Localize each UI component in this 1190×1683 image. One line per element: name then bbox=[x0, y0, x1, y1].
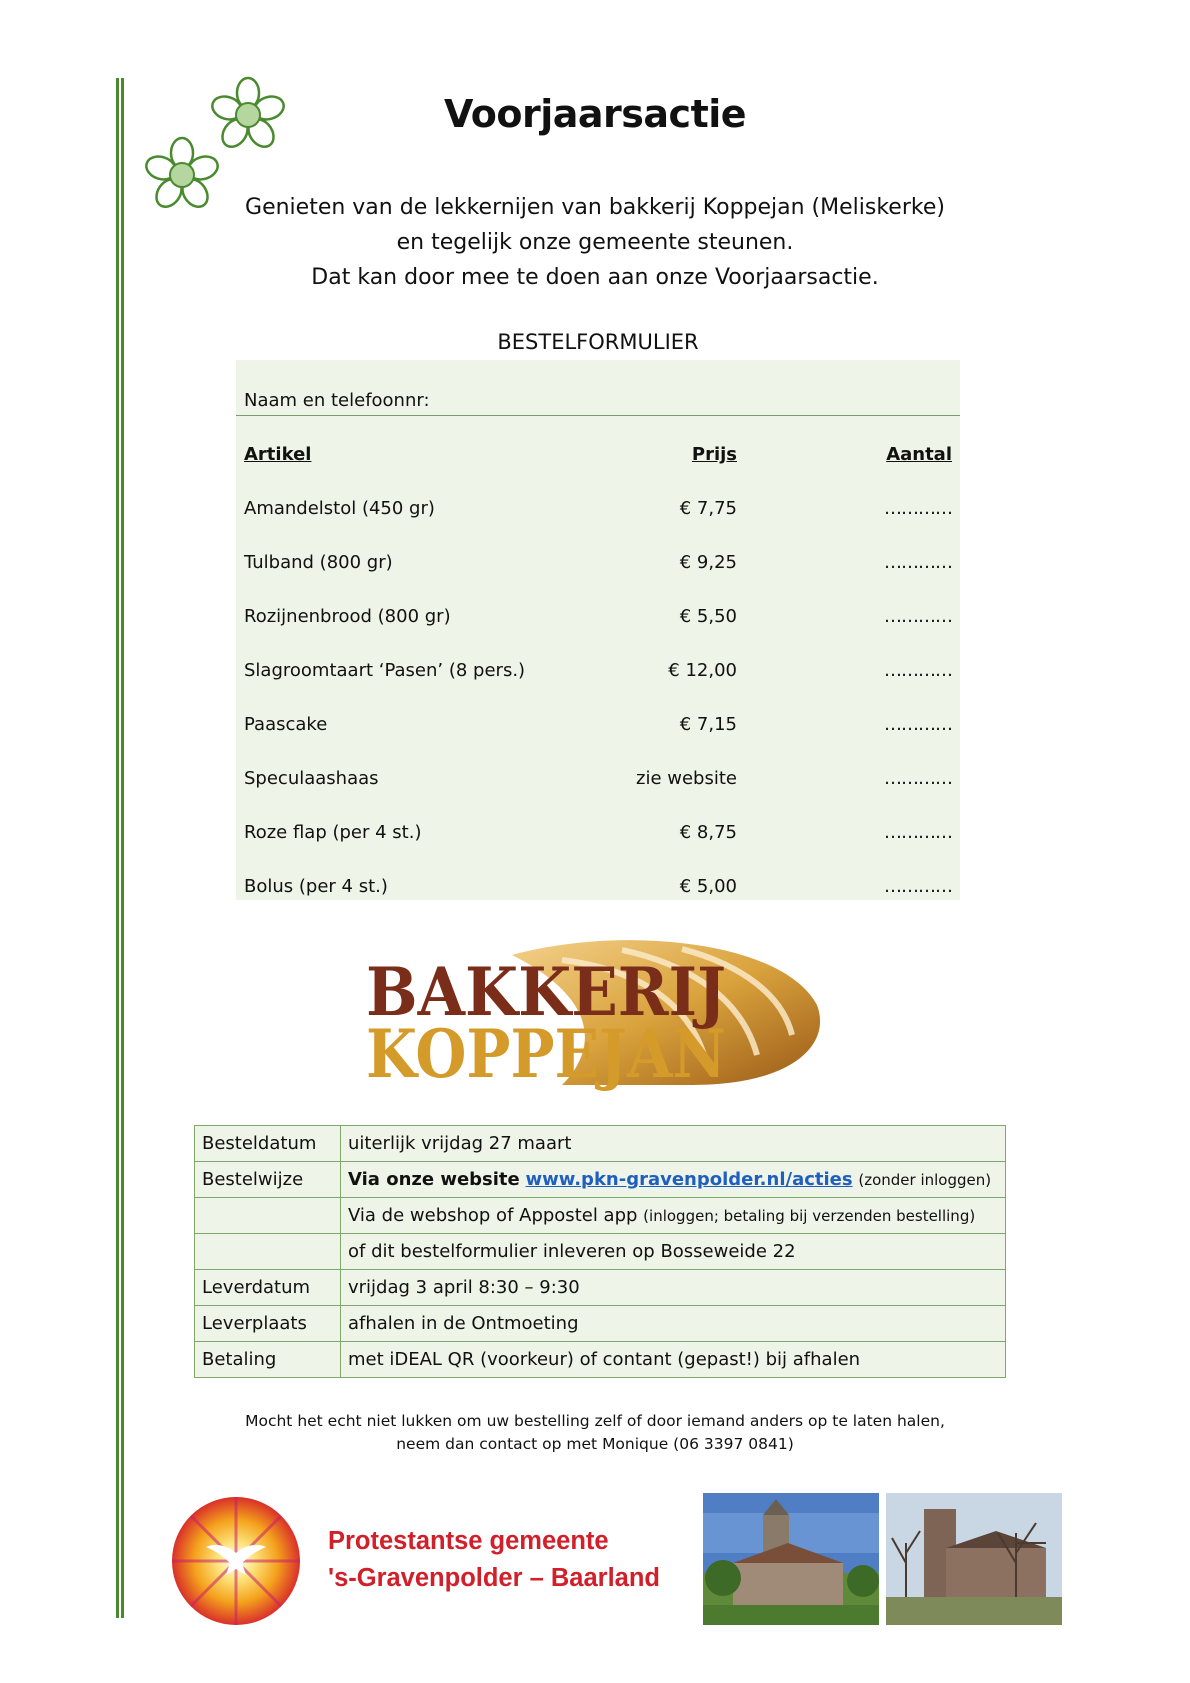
order-item-row bbox=[236, 660, 960, 688]
form-title: BESTELFORMULIER bbox=[497, 330, 699, 354]
church-photo bbox=[886, 1493, 1062, 1625]
item-name: Bolus (per 4 st.) bbox=[244, 876, 388, 897]
table-row bbox=[195, 1342, 1006, 1378]
item-price: € 9,25 bbox=[679, 552, 737, 573]
item-quantity-field[interactable]: ………… bbox=[884, 552, 952, 573]
info-label bbox=[195, 1198, 341, 1234]
table-row bbox=[195, 1270, 1006, 1306]
order-item-row bbox=[236, 714, 960, 742]
name-phone-field[interactable] bbox=[236, 415, 960, 416]
info-label bbox=[195, 1234, 341, 1270]
info-value: met iDEAL QR (voorkeur) of contant (gepast!) bij afhalen bbox=[341, 1342, 1006, 1378]
item-name: Tulband (800 gr) bbox=[244, 552, 393, 573]
contact-note-line: Mocht het echt niet lukken om uw bestelling zelf of door iemand anders op te laten halen, bbox=[245, 1412, 945, 1430]
table-row bbox=[195, 1162, 1006, 1198]
info-value: of dit bestelformulier inleveren op Bosseweide 22 bbox=[341, 1234, 1006, 1270]
bakery-logo-line2: KOPPEJAN bbox=[366, 1015, 726, 1093]
organisation-name-line: 's-Gravenpolder – Baarland bbox=[328, 1564, 661, 1592]
item-name: Roze flap (per 4 st.) bbox=[244, 822, 422, 843]
intro-line: Genieten van de lekkernijen van bakkerij Koppejan (Meliskerke) bbox=[245, 195, 945, 220]
table-row bbox=[195, 1126, 1006, 1162]
name-phone-label: Naam en telefoonnr: bbox=[244, 390, 430, 411]
order-item-row bbox=[236, 768, 960, 796]
order-item-row bbox=[236, 552, 960, 580]
item-quantity-field[interactable]: ………… bbox=[884, 660, 952, 681]
info-label: Besteldatum bbox=[195, 1126, 341, 1162]
item-price: € 7,15 bbox=[679, 714, 737, 735]
item-quantity-field[interactable]: ………… bbox=[884, 822, 952, 843]
info-label: Betaling bbox=[195, 1342, 341, 1378]
side-line-right bbox=[121, 78, 124, 1618]
bakery-logo bbox=[362, 935, 832, 1095]
order-form bbox=[236, 360, 960, 900]
contact-note bbox=[0, 1410, 1190, 1456]
table-row bbox=[195, 1234, 1006, 1270]
item-price: zie website bbox=[636, 768, 737, 789]
intro-line: Dat kan door mee te doen aan onze Voorjaarsactie. bbox=[311, 265, 879, 290]
item-quantity-field[interactable]: ………… bbox=[884, 768, 952, 789]
info-value-text: Via de webshop of Appostel app bbox=[348, 1205, 638, 1226]
column-header-quantity: Aantal bbox=[886, 444, 952, 465]
item-quantity-field[interactable]: ………… bbox=[884, 498, 952, 519]
info-value: afhalen in de Ontmoeting bbox=[341, 1306, 1006, 1342]
info-value-note: (inloggen; betaling bij verzenden bestelling) bbox=[643, 1207, 976, 1225]
website-link[interactable]: www.pkn-gravenpolder.nl/acties bbox=[525, 1169, 853, 1190]
column-header-price: Prijs bbox=[691, 444, 737, 465]
church-photo bbox=[703, 1493, 879, 1625]
item-price: € 7,75 bbox=[679, 498, 737, 519]
info-value bbox=[341, 1162, 1006, 1198]
info-label: Leverplaats bbox=[195, 1306, 341, 1342]
organisation-name-line: Protestantse gemeente bbox=[328, 1527, 609, 1555]
contact-note-line: neem dan contact op met Monique (06 3397 0841) bbox=[396, 1435, 794, 1453]
order-item-row bbox=[236, 822, 960, 850]
item-name: Paascake bbox=[244, 714, 328, 735]
item-name: Amandelstol (450 gr) bbox=[244, 498, 435, 519]
side-line-left bbox=[116, 78, 119, 1618]
church-logo-icon bbox=[170, 1495, 302, 1627]
item-price: € 5,50 bbox=[679, 606, 737, 627]
info-label: Bestelwijze bbox=[195, 1162, 341, 1198]
page-title: Voorjaarsactie bbox=[443, 92, 747, 136]
info-value-bold: Via onze website bbox=[348, 1169, 520, 1190]
intro-text bbox=[230, 190, 960, 295]
order-item-row bbox=[236, 876, 960, 904]
info-value bbox=[341, 1198, 1006, 1234]
item-price: € 12,00 bbox=[668, 660, 737, 681]
order-item-row bbox=[236, 606, 960, 634]
order-item-row bbox=[236, 498, 960, 526]
info-label: Leverdatum bbox=[195, 1270, 341, 1306]
intro-line: en tegelijk onze gemeente steunen. bbox=[396, 230, 794, 255]
item-quantity-field[interactable]: ………… bbox=[884, 714, 952, 735]
info-value: vrijdag 3 april 8:30 – 9:30 bbox=[341, 1270, 1006, 1306]
item-quantity-field[interactable]: ………… bbox=[884, 876, 952, 897]
column-header-article: Artikel bbox=[244, 444, 312, 465]
info-value-note: (zonder inloggen) bbox=[858, 1171, 992, 1189]
item-price: € 8,75 bbox=[679, 822, 737, 843]
table-row bbox=[195, 1306, 1006, 1342]
item-name: Slagroomtaart ‘Pasen’ (8 pers.) bbox=[244, 660, 526, 681]
order-info-table bbox=[194, 1125, 1006, 1378]
organisation-name bbox=[328, 1523, 660, 1597]
info-value: uiterlijk vrijdag 27 maart bbox=[341, 1126, 1006, 1162]
item-price: € 5,00 bbox=[679, 876, 737, 897]
item-name: Speculaashaas bbox=[244, 768, 379, 789]
bakery-logo-line1: BAKKERIJ bbox=[366, 953, 726, 1031]
item-quantity-field[interactable]: ………… bbox=[884, 606, 952, 627]
table-row bbox=[195, 1198, 1006, 1234]
item-name: Rozijnenbrood (800 gr) bbox=[244, 606, 451, 627]
